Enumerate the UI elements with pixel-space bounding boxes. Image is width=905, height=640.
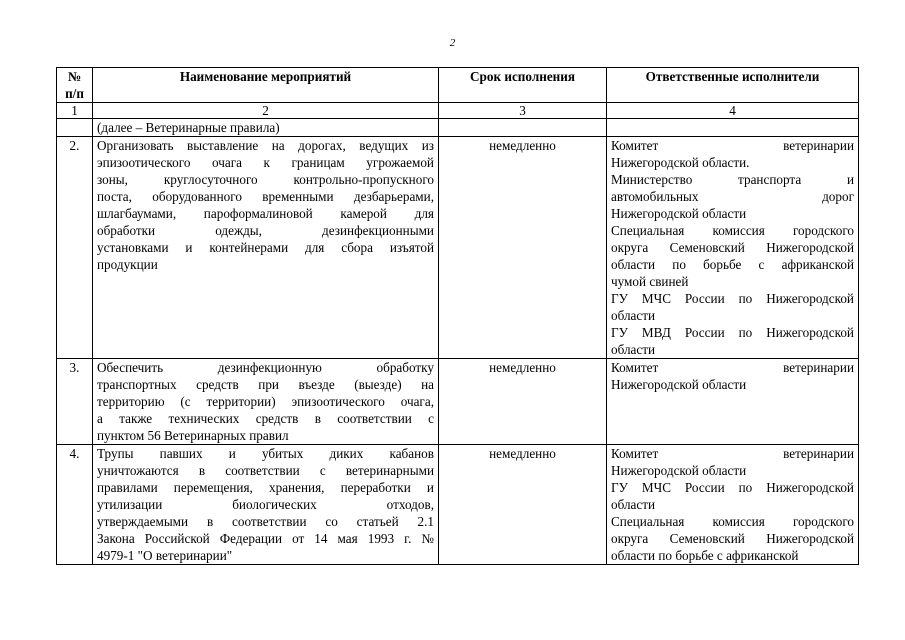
responsible-line: Комитет ветеринарии [611,446,854,461]
responsible-line: Специальная комиссия городского [611,514,854,529]
header-number-line-1: № [67,69,82,84]
responsible-line: Нижегородской области [611,206,747,221]
responsible-line: Комитет ветеринарии [611,360,854,375]
table-row [57,137,859,359]
description-line: эпизоотического очага к границам угрожаемой [97,155,434,170]
responsible-line: ГУ МЧС России по Нижегородской [611,291,854,306]
responsible-line: Министерство транспорта и [611,172,854,187]
description-line: поста, оборудованного временными дезбарьерами, [97,189,434,204]
execution-term: немедленно [439,137,607,359]
responsible-line: области по борьбе с африканской [611,548,799,563]
empty-cell [607,119,859,137]
header-name: Наименование мероприятий [93,68,439,103]
description-line: а также технических средств в соответствии с [97,411,434,426]
responsible-line: Комитет ветеринарии [611,138,854,153]
empty-cell [57,119,93,137]
column-number-row [57,103,859,119]
empty-cell [439,119,607,137]
responsible-line: округа Семеновский Нижегородской [611,531,854,546]
responsible-line: автомобильных дорог [611,189,854,204]
row-number: 4. [57,445,93,565]
description-line: 4979-1 "О ветеринарии" [97,548,233,563]
continuation-text: (далее – Ветеринарные правила) [93,119,439,137]
responsible-executors [607,445,859,565]
responsible-line: ГУ МВД России по Нижегородской [611,325,854,340]
responsible-line: области по борьбе с африканской [611,257,854,272]
header-responsible: Ответственные исполнители [607,68,859,103]
description-line: шлагбаумами, пароформалиновой камерой для [97,206,434,221]
description-line: транспортных средств при въезде (выезде) на [97,377,434,392]
description-line: утверждаемыми в соответствии со статьей 2.1 [97,514,434,529]
description-line: пунктом 56 Ветеринарных правил [97,428,289,443]
page-number: 2 [449,37,456,49]
description-line: правилами перемещения, хранения, переработки и [97,480,434,495]
measure-description [93,359,439,445]
description-line: территорию (с территории) эпизоотического очага, [97,394,434,409]
execution-term: немедленно [439,445,607,565]
responsible-line: ГУ МЧС России по Нижегородской [611,480,854,495]
description-line: продукции [97,257,158,272]
description-line: установками и контейнерами для сбора изъятой [97,240,434,255]
measure-description [93,137,439,359]
responsible-line: Нижегородской области. [611,155,750,170]
description-line: зоны, круглосуточного контрольно-пропускного [97,172,434,187]
description-line: Закона Российской Федерации от 14 мая 1993 г. № [97,531,434,546]
responsible-line: Нижегородской области [611,377,747,392]
responsible-line: области [611,497,656,512]
header-number [57,68,93,103]
header-number-line-2: п/п [65,86,84,101]
description-line: Трупы павших и убитых диких кабанов [97,446,434,461]
responsible-line: чумой свиней [611,274,689,289]
responsible-executors [607,359,859,445]
responsible-line: округа Семеновский Нижегородской [611,240,854,255]
responsible-executors [607,137,859,359]
measure-description [93,445,439,565]
responsible-line: Нижегородской области [611,463,747,478]
description-line: утилизации биологических отходов, [97,497,434,512]
description-line: обработки одежды, дезинфекционными [97,223,434,238]
measures-table [56,67,859,565]
responsible-line: области [611,342,656,357]
row-number: 3. [57,359,93,445]
responsible-line: Специальная комиссия городского [611,223,854,238]
responsible-line: области [611,308,656,323]
description-line: уничтожаются в соответствии с ветеринарными [97,463,434,478]
description-line: Организовать выставление на дорогах, ведущих из [97,138,434,153]
column-number: 1 [57,103,93,119]
continuation-row [57,119,859,137]
table-row [57,445,859,565]
header-term: Срок исполнения [439,68,607,103]
description-line: Обеспечить дезинфекционную обработку [97,360,434,375]
table-row [57,359,859,445]
column-number: 4 [607,103,859,119]
column-number: 2 [93,103,439,119]
column-number: 3 [439,103,607,119]
row-number: 2. [57,137,93,359]
table-header-row [57,68,859,103]
execution-term: немедленно [439,359,607,445]
